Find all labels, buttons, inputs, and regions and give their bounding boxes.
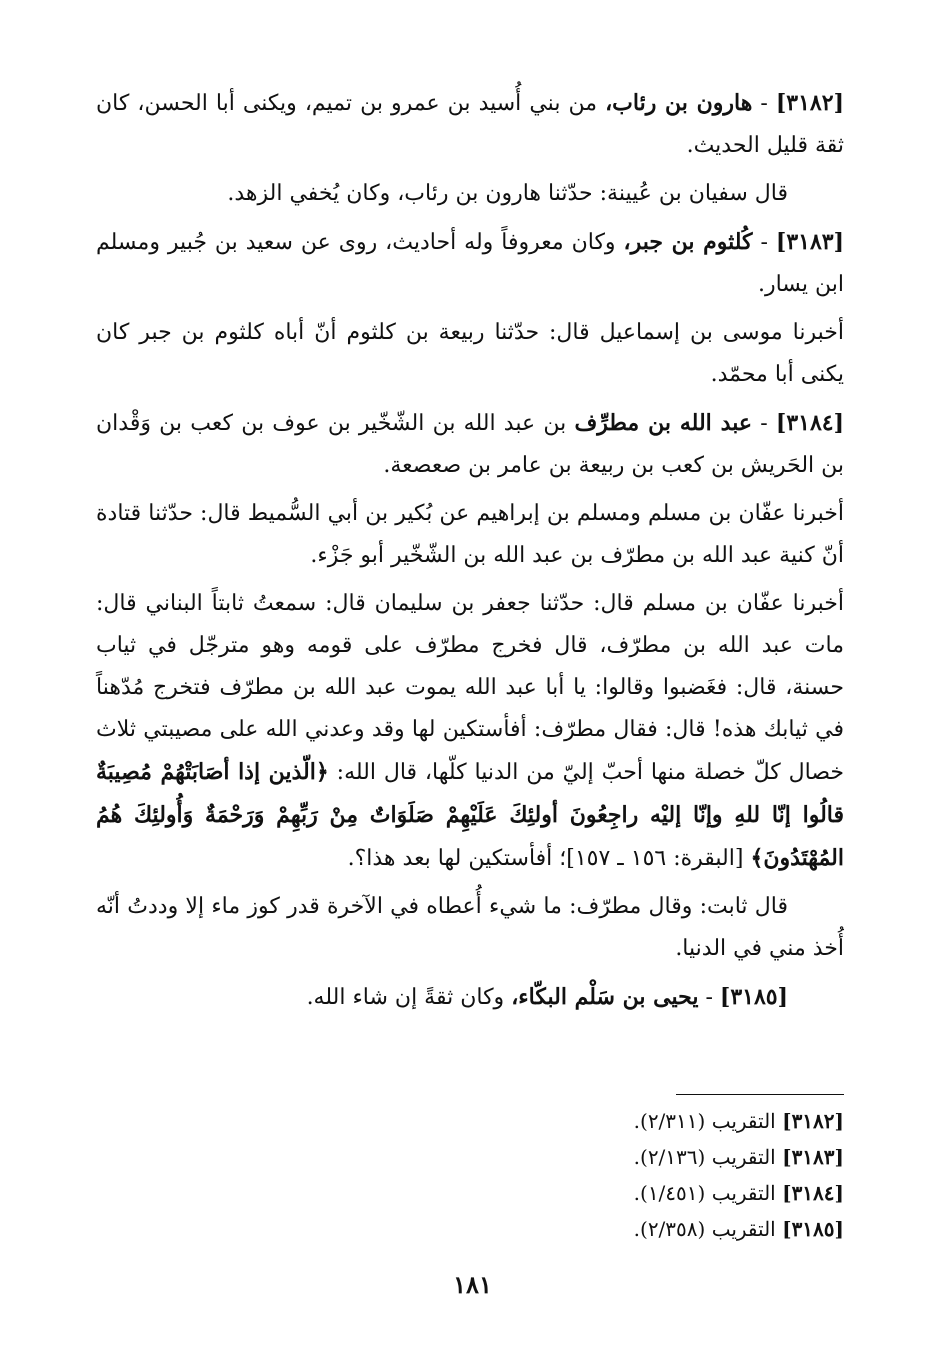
entry-number: [٣١٨٢] <box>775 90 844 116</box>
footnote <box>96 1211 844 1247</box>
page-number: ١٨١ <box>453 1270 492 1299</box>
footnote <box>96 1175 844 1211</box>
footnote-text: التقريب (١/٤٥١). <box>633 1181 776 1205</box>
entry-number: [٣١٨٣] <box>775 229 844 255</box>
quran-reference: [البقرة: ١٥٦ ـ ١٥٧]؛ أفأستكين لها بعد هذا؟. <box>347 846 744 871</box>
paragraph-text: أخبرنا عفّان بن مسلم قال: حدّثنا جعفر بن سليمان قال: سمعتُ ثابتاً البناني قال: مات عبد الله بن مطرّف، قال فخرج مطرّف على قومه وهو مترجّل في ثياب حسنة، قال: فغَضبوا وقالوا: يا أبا عبد الله يموت عبد الله بن مطرّف فتخرج مُدّهناً في ثيابك هذه! قال: فقال مطرّف: أفأستكين لها وقد وعدني الله على مصيبتي ثلاث خصال كلّ خصلة منها أحبّ إليّ من الدنيا كلّها، قال الله: <box>96 591 844 785</box>
entry-text: من بني أُسيد بن عمرو بن تميم، ويكنى أبا الحسن، كان ثقة قليل الحديث. <box>96 91 844 158</box>
entry-name: هارون بن رئاب، <box>605 90 753 116</box>
footnote-text: التقريب (٢/٣٥٨). <box>633 1217 776 1241</box>
entry-name: عبد الله بن مطرِّف <box>574 410 752 436</box>
entry-text: وكان معروفاً وله أحاديث، روى عن سعيد بن جُبير ومسلم ابن يسار. <box>96 230 844 297</box>
footnote-number: [٣١٨٤] <box>782 1181 844 1205</box>
entry-name: يحيى بن سَلْم البكّاء، <box>511 984 699 1010</box>
entry-3185: [٣١٨٥] - يحيى بن سَلْم البكّاء، وكان ثقةً إن شاء الله. <box>306 984 788 1010</box>
entry-3182: [٣١٨٢] - هارون بن رئاب، من بني أُسيد بن عمرو بن تميم، ويكنى أبا الحسن، كان ثقة قليل الحديث. <box>96 90 844 158</box>
footnote-number: [٣١٨٣] <box>782 1145 844 1169</box>
footnote <box>96 1103 844 1139</box>
quran-quote: ﴿الّذين إذا أصَابَتْهُمْ مُصِيبَةٌ قالُوا إنّا للهِ وإنّا إليْه راجِعُونَ أولئِكَ عَلَيْهِمْ صَلَوَاتٌ مِنْ رَبِّهِمْ وَرَحْمَةٌ وَأُولئِكَ هُمُ المُهْتَدُونَ﴾ <box>96 759 844 871</box>
entry-text: بن عبد الله بن الشّخّير بن عوف بن كعب بن وَقْدان بن الحَريش بن كعب بن ربيعة بن عامر بن صعصعة. <box>96 411 844 478</box>
entry-3184: [٣١٨٤] - عبد الله بن مطرِّف بن عبد الله بن الشّخّير بن عوف بن كعب بن وَقْدان بن الحَريش بن كعب بن ربيعة بن عامر بن صعصعة. <box>96 410 844 478</box>
page-body <box>96 82 844 1025</box>
footnotes <box>96 1094 844 1247</box>
paragraph <box>96 173 844 215</box>
footnote-divider <box>676 1094 844 1095</box>
footnote-text: التقريب (٢/١٣٦). <box>633 1145 776 1169</box>
paragraph <box>96 312 844 396</box>
paragraph <box>96 583 844 880</box>
footnote-number: [٣١٨٢] <box>782 1109 844 1133</box>
paragraph <box>96 886 844 970</box>
entry-3183: [٣١٨٣] - كُلثوم بن جبر، وكان معروفاً وله أحاديث، روى عن سعيد بن جُبير ومسلم ابن يسار. <box>96 229 844 297</box>
footnote-text: التقريب (٢/٣١١). <box>633 1109 776 1133</box>
entry-number: [٣١٨٥] <box>719 984 788 1010</box>
entry-text: وكان ثقةً إن شاء الله. <box>306 985 505 1010</box>
paragraph <box>96 493 844 577</box>
footnote <box>96 1139 844 1175</box>
entry-name: كُلثوم بن جبر، <box>623 229 753 255</box>
footnote-number: [٣١٨٥] <box>782 1217 844 1241</box>
entry-number: [٣١٨٤] <box>775 410 844 436</box>
paragraph-text: قال ثابت: وقال مطرّف: ما شيء أُعطاه في الآخرة قدر كوز ماء إلا وددتُ أنّه أُخذ مني في الدنيا. <box>96 894 844 961</box>
paragraph-text: أخبرنا عفّان بن مسلم ومسلم بن إبراهيم عن بُكير بن أبي السُّميط قال: حدّثنا قتادة أنّ كنية عبد الله بن مطرّف بن عبد الله بن الشّخّير أبو جَزْء. <box>96 501 844 568</box>
paragraph-text: أخبرنا موسى بن إسماعيل قال: حدّثنا ربيعة بن كلثوم أنّ أباه كلثوم بن جبر كان يكنى أبا محمّد. <box>96 320 844 387</box>
paragraph-text: قال سفيان بن عُيينة: حدّثنا هارون بن رئاب، وكان يُخفي الزهد. <box>227 181 788 206</box>
